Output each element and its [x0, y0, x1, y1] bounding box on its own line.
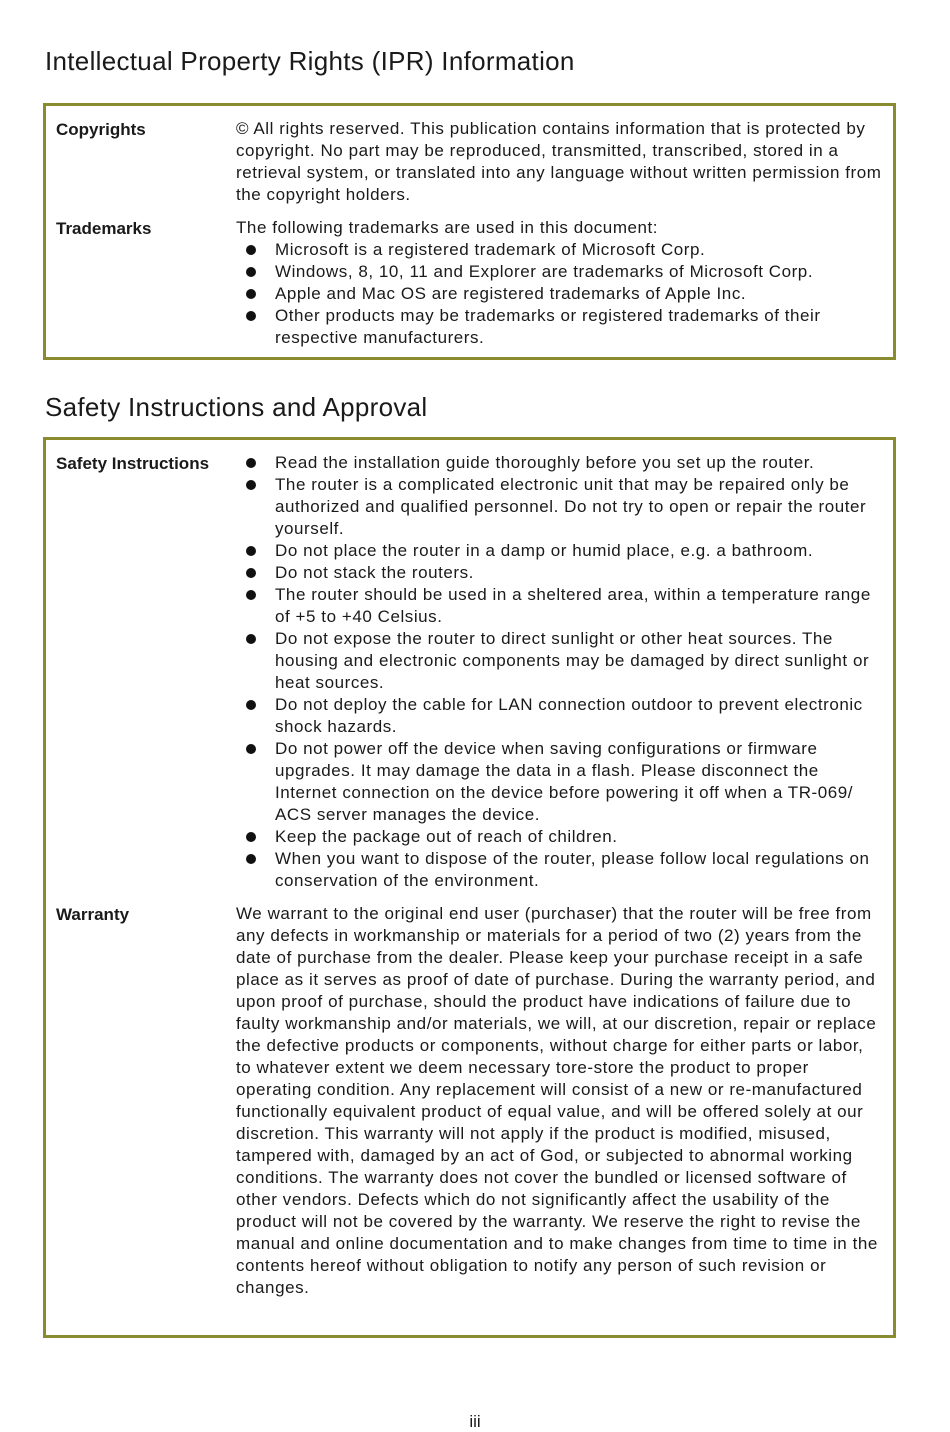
safety-instructions-row — [56, 452, 883, 892]
safety-instructions-content — [236, 452, 883, 892]
list-item: Do not place the router in a damp or humid place, e.g. a bathroom. — [236, 540, 883, 562]
safety-box — [43, 437, 896, 1338]
trademarks-label: Trademarks — [56, 219, 152, 238]
copyrights-content — [236, 118, 883, 206]
safety-heading: Safety Instructions and Approval — [45, 392, 428, 422]
list-item: The router is a complicated electronic unit that may be repaired only be authorized and qualified personnel. Do not try to open or repair the router yourself. — [236, 474, 883, 540]
list-item: Keep the package out of reach of children. — [236, 826, 883, 848]
trademarks-row — [56, 217, 883, 349]
ipr-box — [43, 103, 896, 360]
page-number: iii — [469, 1412, 481, 1431]
list-item: Do not power off the device when saving configurations or firmware upgrades. It may damage the data in a flash. Please disconnect the Internet connection on the device before powering it off when a TR-069/ ACS server manages the device. — [236, 738, 883, 826]
list-item: Do not expose the router to direct sunlight or other heat sources. The housing and electronic components may be damaged by direct sunlight or heat sources. — [236, 628, 883, 694]
list-item: When you want to dispose of the router, please follow local regulations on conservation of the environment. — [236, 848, 883, 892]
warranty-text: We warrant to the original end user (purchaser) that the router will be free from any defects in workmanship or materials for a period of two (2) years from the date of purchase from the dealer. Please keep your purchase receipt in a safe place as it serves as proof of date of purchase. During the warranty period, and upon proof of purchase, should the product have indications of failure due to faulty workmanship and/or materials, we will, at our discretion, repair or replace the defective products or components, without charge for either parts or labor, to whatever extent we deem necessary tore-store the product to proper operating condition. Any replacement will consist of a new or re-manufactured functionally equivalent product of equal value, and will be offered solely at our discretion. This warranty will not apply if the product is modified, misused, tampered with, damaged by an act of God, or subjected to abnormal working conditions. The warranty does not cover the bundled or licensed software of other vendors. Defects which do not significantly affect the usability of the product will not be covered by the warranty. We reserve the right to revise the manual and online documentation and to make changes from time to time in the contents hereof without obligation to notify any person of such revision or changes. — [236, 904, 878, 1297]
trademarks-content — [236, 217, 883, 349]
copyrights-row — [56, 118, 883, 206]
list-item: The router should be used in a sheltered area, within a temperature range of +5 to +40 Celsius. — [236, 584, 883, 628]
ipr-heading: Intellectual Property Rights (IPR) Information — [45, 46, 575, 76]
list-item: Do not deploy the cable for LAN connection outdoor to prevent electronic shock hazards. — [236, 694, 883, 738]
list-item: Do not stack the routers. — [236, 562, 883, 584]
warranty-content — [236, 903, 883, 1299]
safety-instructions-list — [236, 452, 883, 892]
copyrights-text: © All rights reserved. This publication contains information that is protected by copyright. No part may be reproduced, transmitted, transcribed, stored in a retrieval system, or translated into any language without written permission from the copyright holders. — [236, 119, 882, 204]
warranty-label: Warranty — [56, 905, 130, 924]
list-item: Microsoft is a registered trademark of Microsoft Corp. — [236, 239, 883, 261]
list-item: Apple and Mac OS are registered trademarks of Apple Inc. — [236, 283, 883, 305]
list-item: Other products may be trademarks or registered trademarks of their respective manufacturers. — [236, 305, 883, 349]
copyrights-label: Copyrights — [56, 120, 146, 139]
warranty-row — [56, 903, 883, 1299]
list-item: Read the installation guide thoroughly before you set up the router. — [236, 452, 883, 474]
trademarks-list — [236, 239, 883, 349]
trademarks-intro: The following trademarks are used in this document: — [236, 218, 659, 237]
safety-instructions-label: Safety Instructions — [56, 454, 210, 473]
list-item: Windows, 8, 10, 11 and Explorer are trademarks of Microsoft Corp. — [236, 261, 883, 283]
